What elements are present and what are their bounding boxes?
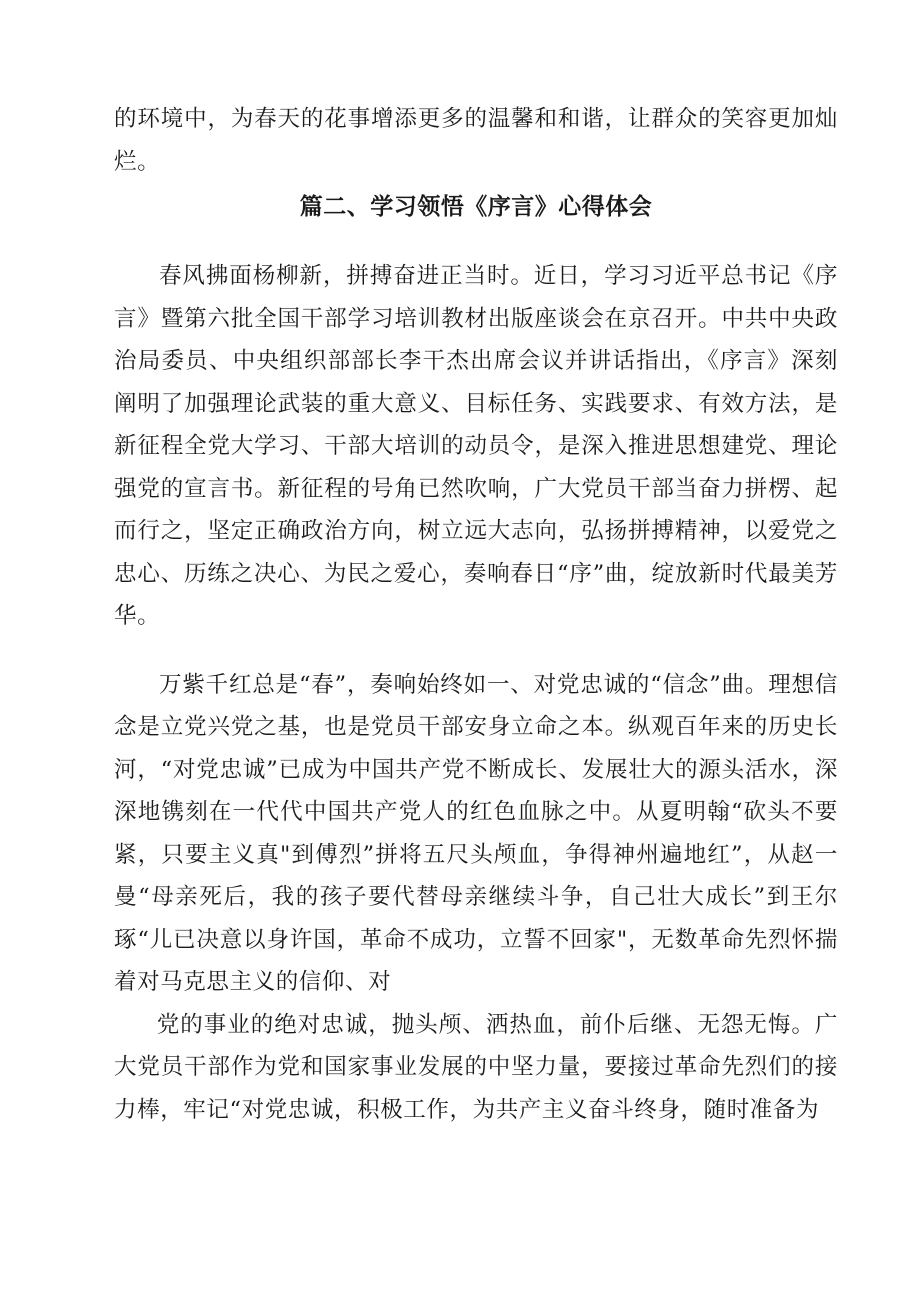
document-body	[114, 98, 838, 1131]
body-paragraph-2: 万紫千红总是“春”，奏响始终如一、对党忠诚的“信念”曲。理想信念是立党兴党之基，也是党员干部安身立命之本。纵观百年来的历史长河，“对党忠诚”已成为中国共产党不断成长、发展壮大的源头活水，深深地镌刻在一代代中国共产党人的红色血脉之中。从夏明翰“砍头不要紧，只要主义真"到傅烈”拼将五尺头颅血，争得神州遍地红”，从赵一曼“母亲死后，我的孩子要代替母亲继续斗争，自己壮大成长”到王尔琢“儿已决意以身许国，革命不成功，立誓不回家"，无数革命先烈怀揣着对马克思主义的信仰、对	[114, 671, 838, 995]
body-paragraph-1: 春风拂面杨柳新，拼搏奋进正当时。近日，学习习近平总书记《序言》暨第六批全国干部学习培训教材出版座谈会在京召开。中共中央政治局委员、中央组织部部长李干杰出席会议并讲话指出，《序言》深刻阐明了加强理论武装的重大意义、目标任务、实践要求、有效方法，是新征程全党大学习、干部大培训的动员令，是深入推进思想建党、理论强党的宣言书。新征程的号角已然吹响，广大党员干部当奋力拼楞、起而行之，坚定正确政治方向，树立远大志向，弘扬拼搏精神，以爱党之忠心、历练之决心、为民之爱心，奏响春日“序”曲，绽放新时代最美芳华。	[114, 263, 838, 629]
section-heading: 篇二、学习领悟《序言》心得体会	[299, 194, 653, 220]
continuation-paragraph: 的环境中，为春天的花事增添更多的温馨和和谐，让群众的笑容更加灿烂。	[114, 106, 838, 175]
body-paragraph-3: 党的事业的绝对忠诚，抛头颅、洒热血，前仆后继、无怨无悔。广大党员干部作为党和国家事业发展的中坚力量，要接过革命先烈们的接力棒，牢记“对党忠诚，积极工作，为共产主义奋斗终身，随时准备为	[114, 1011, 838, 1123]
